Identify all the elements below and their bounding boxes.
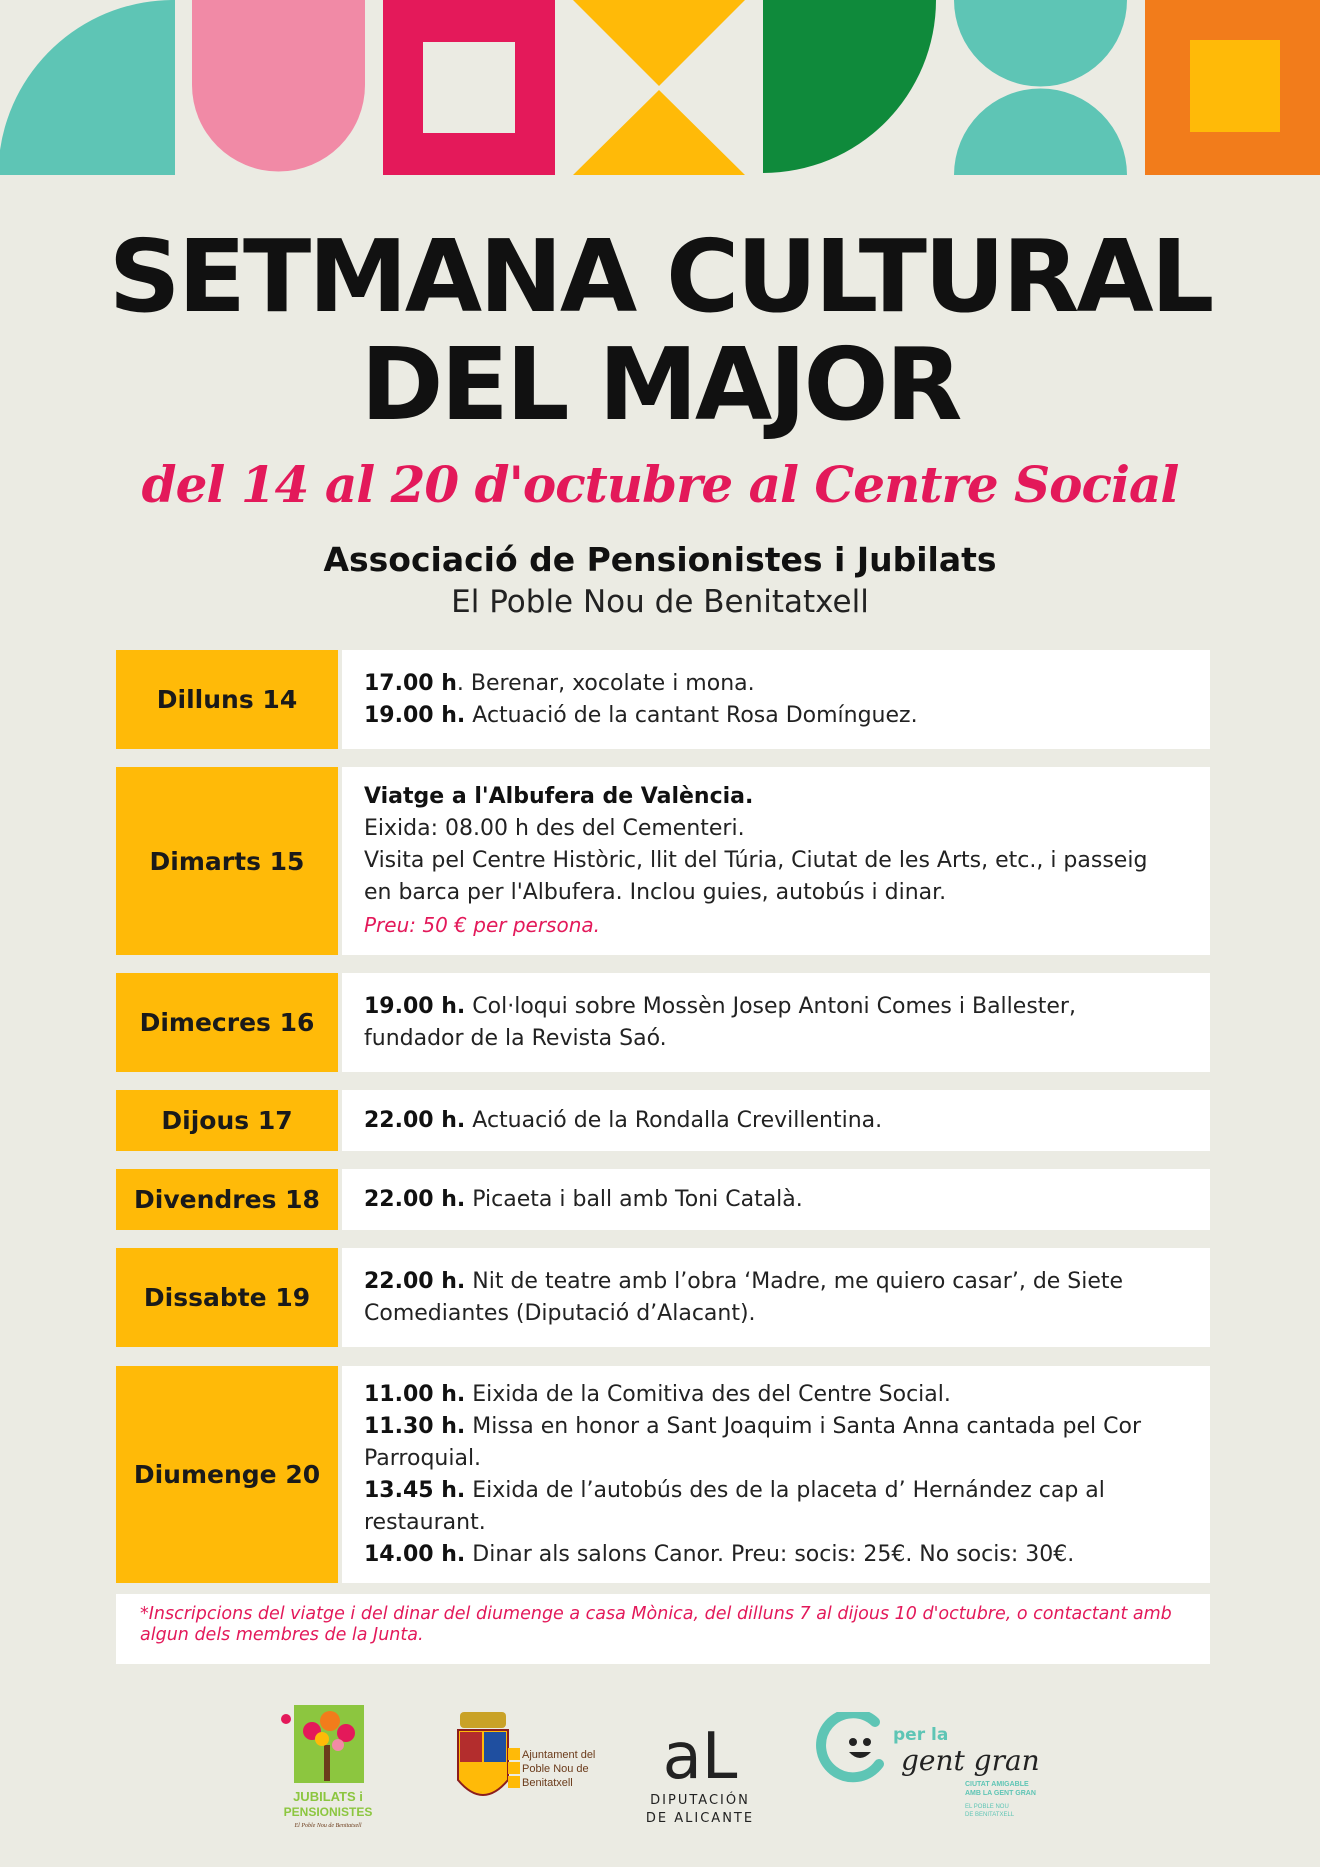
- price-line: Preu: 50 € per persona.: [364, 913, 600, 937]
- day-label: Dijous 17: [116, 1090, 338, 1151]
- svg-text:AMB LA GENT GRAN: AMB LA GENT GRAN: [965, 1790, 1036, 1797]
- svg-text:CIUTAT AMIGABLE: CIUTAT AMIGABLE: [965, 1781, 1029, 1788]
- diputacion-logo: [640, 1710, 760, 1830]
- green-half-shape: [763, 0, 936, 173]
- day-description: [342, 650, 1210, 749]
- date-subtitle: del 14 al 20 d'octubre al Centre Social: [141, 455, 1179, 514]
- decorative-header-shapes: [0, 0, 1320, 175]
- event-line: 11.00 h. Eixida de la Comitiva des del Centre Social.: [364, 1381, 951, 1407]
- page-title-line-1: SETMANA CULTURAL: [108, 218, 1212, 335]
- svg-text:DE ALICANTE: DE ALICANTE: [645, 1811, 755, 1826]
- svg-text:El Poble Nou de Benitatxell: El Poble Nou de Benitatxell: [294, 1823, 362, 1829]
- day-description: [342, 973, 1210, 1072]
- page-title-line-2: DEL MAJOR: [360, 326, 960, 443]
- event-line: 22.00 h. Picaeta i ball amb Toni Català.: [364, 1186, 803, 1212]
- event-line: 22.00 h. Nit de teatre amb l’obra ‘Madre, me quiero casar’, de Siete: [364, 1268, 1124, 1294]
- svg-text:EL POBLE NOU: EL POBLE NOU: [965, 1804, 1009, 1810]
- day-label: Divendres 18: [116, 1169, 338, 1230]
- day-label: Dimecres 16: [116, 973, 338, 1072]
- svg-text:Ajuntament del: Ajuntament del: [522, 1749, 596, 1761]
- svg-text:JUBILATS i: JUBILATS i: [293, 1789, 363, 1804]
- svg-text:Poble Nou de: Poble Nou de: [522, 1763, 589, 1775]
- svg-text:DE BENITATXELL: DE BENITATXELL: [965, 1812, 1015, 1818]
- event-line: en barca per l'Albufera. Inclou guies, autobús i dinar.: [364, 880, 947, 905]
- event-line: 14.00 h. Dinar als salons Canor. Preu: socis: 25€. No socis: 30€.: [364, 1541, 1075, 1567]
- svg-text:gent gran: gent gran: [901, 1744, 1040, 1777]
- schedule-row-sunday: [116, 1366, 1210, 1583]
- schedule-row-monday: [116, 650, 1210, 749]
- schedule-row-wednesday: [116, 973, 1210, 1072]
- event-line: Comediantes (Diputació d’Alacant).: [364, 1300, 756, 1326]
- registration-note: *Inscripcions del viatge i del dinar del diumenge a casa Mònica, del dilluns 7 al dijous 10 d'octubre, o contactant amb algun dels membres de la Junta.: [116, 1594, 1210, 1664]
- event-line: 11.30 h. Missa en honor a Sant Joaquim i Santa Anna cantada pel Cor: [364, 1413, 1141, 1439]
- event-line: Visita pel Centre Històric, llit del Túria, Ciutat de les Arts, etc., i passeig: [364, 848, 1148, 873]
- event-line: 19.00 h. Actuació de la cantant Rosa Domínguez.: [364, 702, 918, 728]
- day-label: Diumenge 20: [116, 1366, 338, 1583]
- day-description: [342, 1090, 1210, 1151]
- event-line: 19.00 h. Col·loqui sobre Mossèn Josep Antoni Comes i Ballester,: [364, 993, 1076, 1019]
- day-description: [342, 1169, 1210, 1230]
- magenta-frame-shape: [383, 0, 555, 175]
- teal-arcs-shape: [954, 0, 1127, 175]
- event-line: 17.00 h. Berenar, xocolate i mona.: [364, 670, 755, 696]
- day-description: [342, 1248, 1210, 1347]
- schedule-row-saturday: [116, 1248, 1210, 1347]
- svg-text:PENSIONISTES: PENSIONISTES: [283, 1805, 373, 1819]
- event-line: 13.45 h. Eixida de l’autobús des de la placeta d’ Hernández cap al: [364, 1477, 1105, 1503]
- event-heading: Viatge a l'Albufera de València.: [364, 784, 754, 809]
- ajuntament-logo: [450, 1710, 620, 1820]
- gent-gran-logo: [815, 1712, 1055, 1827]
- event-line: Eixida: 08.00 h des del Cementeri.: [364, 816, 745, 841]
- schedule-row-thursday: [116, 1090, 1210, 1151]
- event-line: fundador de la Revista Saó.: [364, 1025, 667, 1051]
- day-label: Dimarts 15: [116, 767, 338, 955]
- schedule-row-friday: [116, 1169, 1210, 1230]
- event-line: Parroquial.: [364, 1445, 482, 1471]
- yellow-hourglass-shape: [573, 0, 745, 175]
- association-name: Associació de Pensionistes i Jubilats: [323, 540, 997, 579]
- day-label: Dissabte 19: [116, 1248, 338, 1347]
- svg-text:per la: per la: [893, 1725, 949, 1745]
- svg-text:Benitatxell: Benitatxell: [522, 1777, 573, 1789]
- pink-round-shape: [192, 0, 365, 171]
- day-description: [342, 1366, 1210, 1583]
- day-label: Dilluns 14: [116, 650, 338, 749]
- schedule-row-tuesday: [116, 767, 1210, 955]
- svg-text:aL: aL: [662, 1720, 738, 1794]
- event-line: restaurant.: [364, 1509, 486, 1535]
- teal-quarter-shape: [0, 0, 175, 175]
- town-name: El Poble Nou de Benitatxell: [451, 584, 869, 620]
- sponsor-logos: [0, 1700, 1320, 1840]
- jubilats-logo: [278, 1705, 378, 1830]
- day-description: [342, 767, 1210, 955]
- event-line: 22.00 h. Actuació de la Rondalla Crevillentina.: [364, 1107, 883, 1133]
- svg-text:DIPUTACIÓN: DIPUTACIÓN: [650, 1793, 750, 1808]
